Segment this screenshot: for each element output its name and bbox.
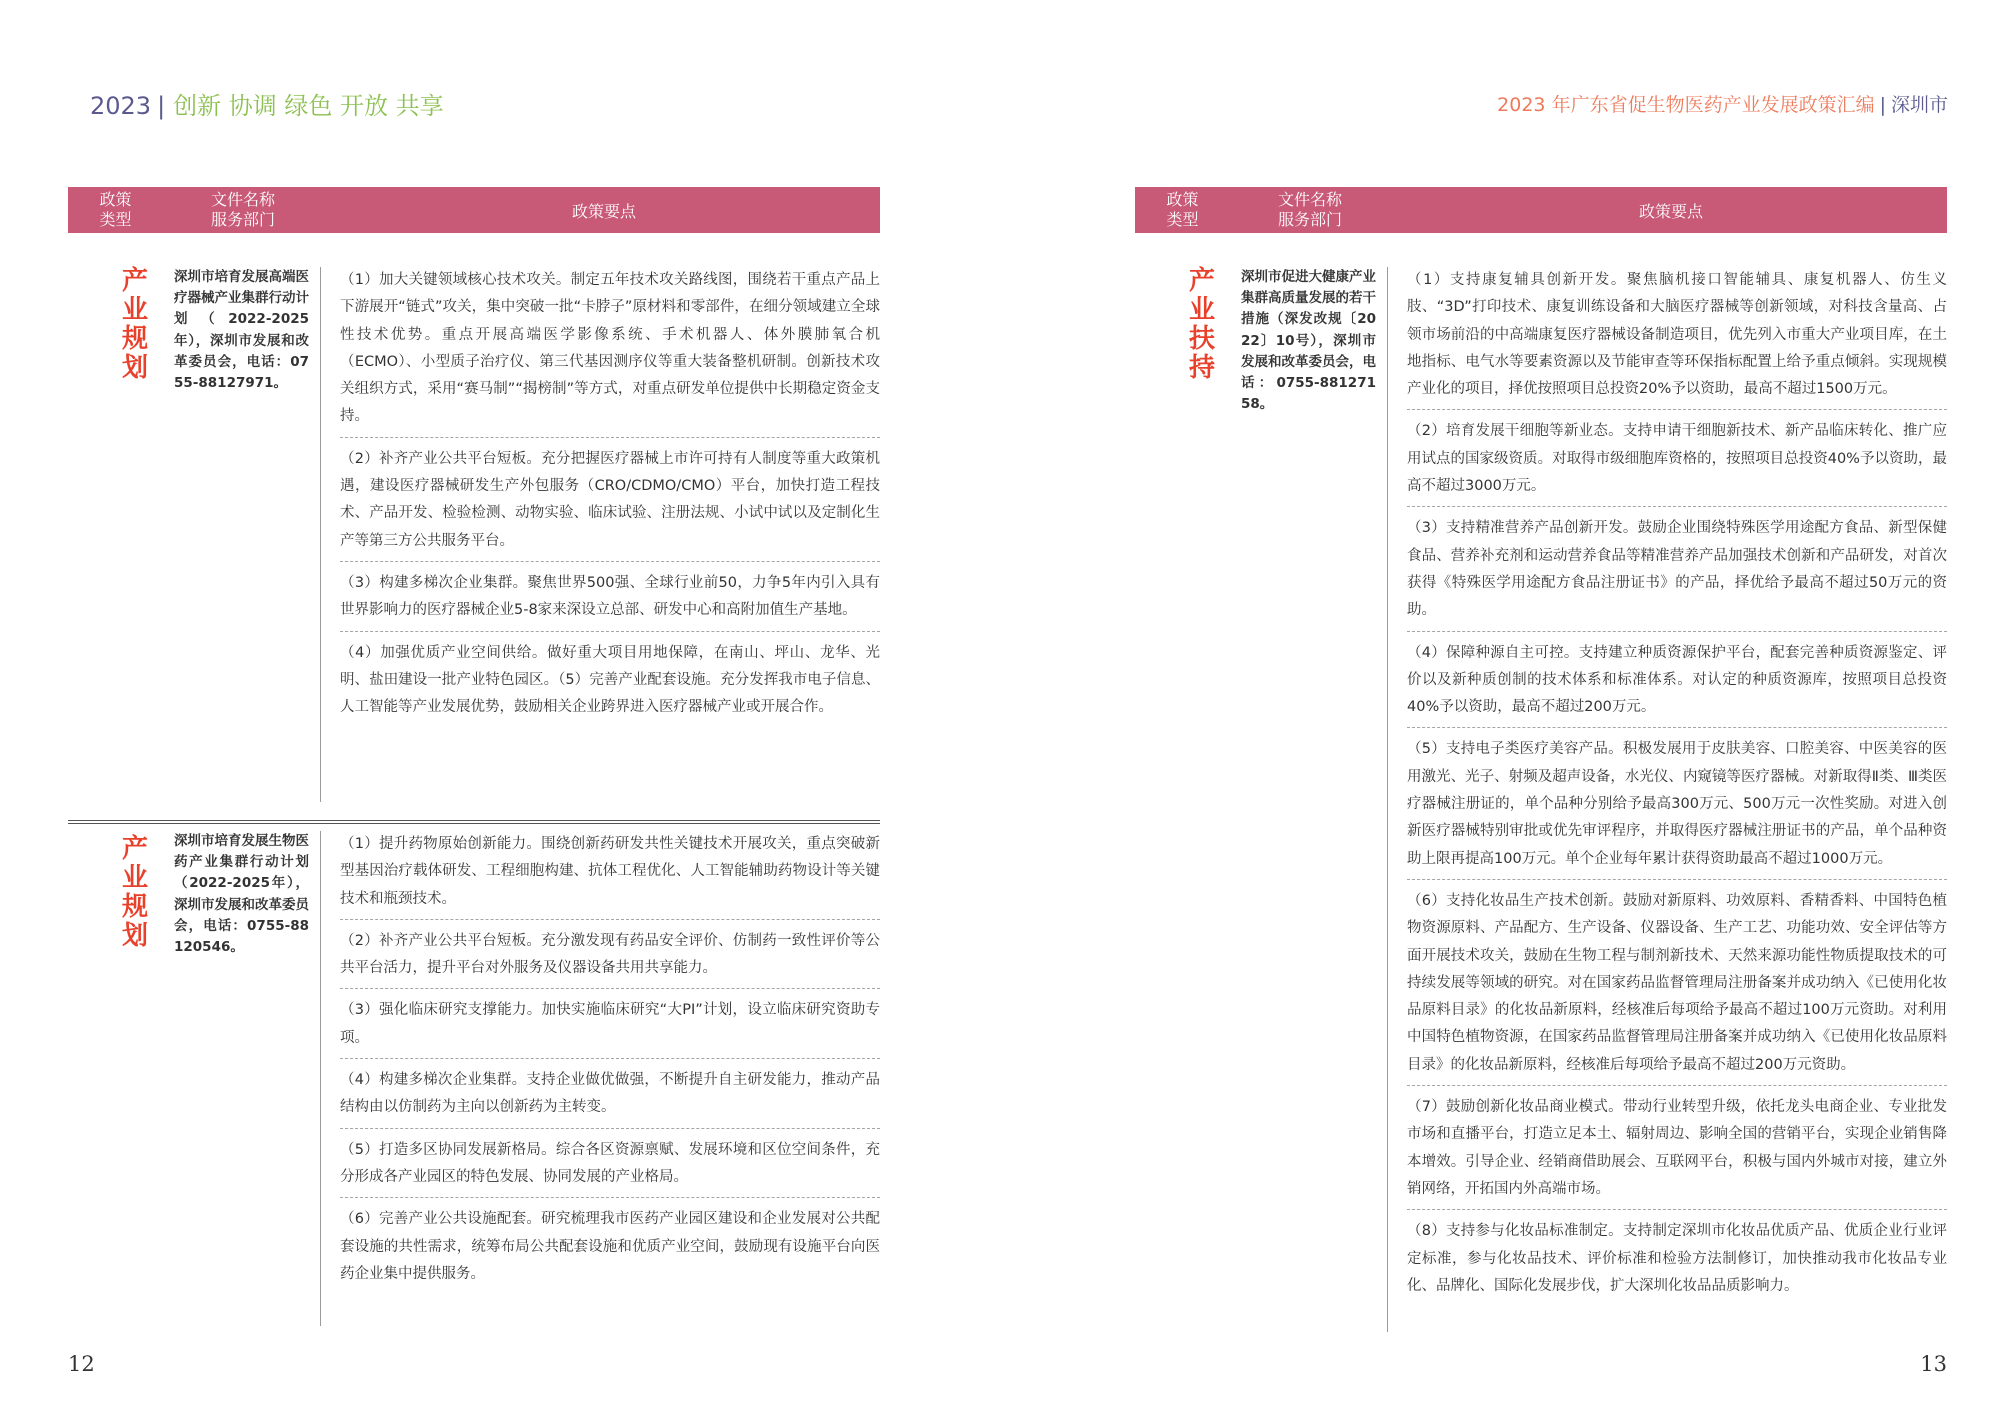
policy-point: （3）强化临床研究支撑能力。加快实施临床研究“大PI”计划，设立临床研究资助专项。 bbox=[340, 989, 880, 1059]
document-name: 深圳市培育发展生物医药产业集群行动计划（2022-2025年），深圳市发展和改革委员会，电话：0755-88120546。 bbox=[174, 833, 309, 956]
document-name: 深圳市促进大健康产业集群高质量发展的若干措施（深发改规〔2022〕10号），深圳市发展和改革委员会，电话：0755-88127158。 bbox=[1241, 269, 1376, 413]
header-separator: | bbox=[1879, 94, 1886, 116]
right-page bbox=[1000, 0, 2000, 1419]
header-year: 2023 bbox=[90, 92, 152, 120]
header-policy-type: 政策 类型 bbox=[1166, 190, 1199, 229]
document-name: 深圳市培育发展高端医疗器械产业集群行动计划（2022-2025年），深圳市发展和改革委员会，电话：0755-88127971。 bbox=[174, 269, 309, 392]
policy-point: （4）保障种源自主可控。支持建立种质资源保护平台，配套完善种质资源鉴定、评价以及新种质创制的技术体系和标准体系。对认定的种质资源库，按照项目总投资40%予以资助，最高不超过200万元。 bbox=[1407, 632, 1947, 729]
policy-point: （1）支持康复辅具创新开发。聚焦脑机接口智能辅具、康复机器人、仿生义肢、“3D”打印技术、康复训练设备和大脑医疗器械等创新领域，对科技含量高、占领市场前沿的中高端康复医疗器械设备制造项目，优先列入市重大产业项目库，在土地指标、电气水等要素资源以及节能审查等环保指标配置上给予重点倾斜。实现规模产业化的项目，择优按照项目总投资20%予以资助，最高不超过1500万元。 bbox=[1407, 267, 1947, 410]
header-title: 2023 年广东省促生物医药产业发展政策汇编 bbox=[1497, 94, 1875, 116]
policy-point: （4）加强优质产业空间供给。做好重大项目用地保障，在南山、坪山、龙华、光明、盐田建设一批产业特色园区。（5）完善产业配套设施。充分发挥我市电子信息、人工智能等产业发展优势，鼓励相关企业跨界进入医疗器械产业或开展合作。 bbox=[340, 644, 880, 716]
policy-point: （6）支持化妆品生产技术创新。鼓励对新原料、功效原料、香精香料、中国特色植物资源原料、产品配方、生产设备、仪器设备、生产工艺、功能功效、安全评估等方面开展技术攻关，鼓励在生物工程与制剂新技术、天然来源功能性物质提取技术的可持续发展等领域的研究。对在国家药品监督管理局注册备案并成功纳入《已使用化妆品原料目录》的化妆品新原料，经核准后每项给予最高不超过100万元资助。对利用中国特色植物资源，在国家药品监督管理局注册备案并成功纳入《已使用化妆品原料目录》的化妆品新原料，经核准后每项给予最高不超过200万元资助。 bbox=[1407, 880, 1947, 1086]
policy-point: （2）培育发展干细胞等新业态。支持申请干细胞新技术、新产品临床转化、推广应用试点的国家级资质。对取得市级细胞库资格的，按照项目总投资40%予以资助，最高不超过3000万元。 bbox=[1407, 410, 1947, 507]
policy-point: （3）构建多梯次企业集群。聚焦世界500强、全球行业前50，力争5年内引入具有世界影响力的医疗器械企业5-8家来深设立总部、研发中心和高附加值生产基地。 bbox=[340, 562, 880, 632]
policy-point: （5）支持电子类医疗美容产品。积极发展用于皮肤美容、口腔美容、中医美容的医用激光、光子、射频及超声设备，水光仪、内窥镜等医疗器械。对新取得Ⅱ类、Ⅲ类医疗器械注册证的，单个品种分别给予最高300万元、500万元一次性奖励。对进入创新医疗器械特别审批或优先审评程序，并取得医疗器械注册证书的产品，单个品种资助上限再提高100万元。单个企业每年累计获得资助最高不超过1000万元。 bbox=[1407, 728, 1947, 879]
policy-point: （1）加大关键领域核心技术攻关。制定五年技术攻关路线图，围绕若干重点产品上下游展开“链式”攻关，集中突破一批“卡脖子”原材料和零部件，在细分领域建立全球性技术优势。重点开展高端医学影像系统、手术机器人、体外膜肺氧合机（ECMO）、小型质子治疗仪、第三代基因测序仪等重大装备整机研制。创新技术攻关组织方式，采用“赛马制”“揭榜制”等方式，对重点研发单位提供中长期稳定资金支持。 bbox=[340, 267, 880, 438]
right-running-header bbox=[1497, 90, 1948, 117]
page-number: 12 bbox=[68, 1352, 95, 1376]
policy-point: （2）补齐产业公共平台短板。充分把握医疗器械上市许可持有人制度等重大政策机遇，建设医疗器械研发生产外包服务（CRO/CDMO/CMO）平台，加快打造工程技术、产品开发、检验检测、动物实验、临床试验、注册法规、小试中试以及定制化生产等第三方公共服务平台。 bbox=[340, 438, 880, 562]
header-separator: | bbox=[157, 92, 166, 120]
header-slogan: 创新 协调 绿色 开放 共享 bbox=[173, 92, 444, 120]
header-doc-name: 文件名称 服务部门 bbox=[1277, 190, 1342, 229]
policy-point: （2）补齐产业公共平台短板。充分激发现有药品安全评价、仿制药一致性评价等公共平台活力，提升平台对外服务及仪器设备共用共享能力。 bbox=[340, 920, 880, 990]
policy-point: （5）打造多区协同发展新格局。综合各区资源禀赋、发展环境和区位空间条件，充分形成各产业园区的特色发展、协同发展的产业格局。 bbox=[340, 1129, 880, 1199]
header-key-points: 政策要点 bbox=[1638, 202, 1703, 221]
policy-point: （3）支持精准营养产品创新开发。鼓励企业围绕特殊医学用途配方食品、新型保健食品、营养补充剂和运动营养食品等精准营养产品加强技术创新和产品研发，对首次获得《特殊医学用途配方食品注册证书》的产品，择优给予最高不超过50万元的资助。 bbox=[1407, 507, 1947, 631]
policy-point: （4）构建多梯次企业集群。支持企业做优做强，不断提升自主研发能力，推动产品结构由以仿制药为主向以创新药为主转变。 bbox=[340, 1059, 880, 1129]
policy-point: （7）鼓励创新化妆品商业模式。带动行业转型升级，依托龙头电商企业、专业批发市场和直播平台，打造立足本土、辐射周边、影响全国的营销平台，实现企业销售降本增效。引导企业、经销商借助展会、互联网平台，积极与国内外城市对接，建立外销网络，开拓国内外高端市场。 bbox=[1407, 1086, 1947, 1210]
table-header bbox=[1135, 187, 1947, 233]
column-divider bbox=[320, 267, 321, 802]
left-running-header bbox=[90, 86, 444, 121]
column-divider bbox=[1387, 267, 1388, 1332]
policy-point: （1）提升药物原始创新能力。围绕创新药研发共性关键技术开展攻关，重点突破新型基因治疗载体研发、工程细胞构建、抗体工程优化、人工智能辅助药物设计等关键技术和瓶颈技术。 bbox=[340, 831, 880, 920]
header-city: 深圳市 bbox=[1890, 94, 1948, 116]
column-divider bbox=[320, 831, 321, 1326]
page-number: 13 bbox=[1920, 1352, 1947, 1376]
policy-points bbox=[340, 267, 880, 727]
section-separator bbox=[68, 820, 880, 824]
policy-type-label: 产业扶持 bbox=[1188, 266, 1215, 383]
policy-type-label: 产业规划 bbox=[121, 834, 148, 951]
policy-point: （6）完善产业公共设施配套。研究梳理我市医药产业园区建设和企业发展对公共配套设施的共性需求，统筹布局公共配套设施和优质产业空间，鼓励现有设施平台向医药企业集中提供服务。 bbox=[340, 1211, 880, 1282]
policy-point: （8）支持参与化妆品标准制定。支持制定深圳市化妆品优质产品、优质企业行业评定标准，参与化妆品技术、评价标准和检验方法制修订，加快推动我市化妆品专业化、品牌化、国际化发展步伐，扩大深圳化妆品品质影响力。 bbox=[1407, 1223, 1947, 1294]
policy-points bbox=[340, 831, 880, 1294]
header-policy-type: 政策 类型 bbox=[99, 190, 132, 229]
header-doc-name: 文件名称 服务部门 bbox=[210, 190, 275, 229]
header-key-points: 政策要点 bbox=[571, 202, 636, 221]
policy-type-label: 产业规划 bbox=[121, 266, 148, 383]
table-header bbox=[68, 187, 880, 233]
policy-points bbox=[1407, 267, 1947, 1306]
